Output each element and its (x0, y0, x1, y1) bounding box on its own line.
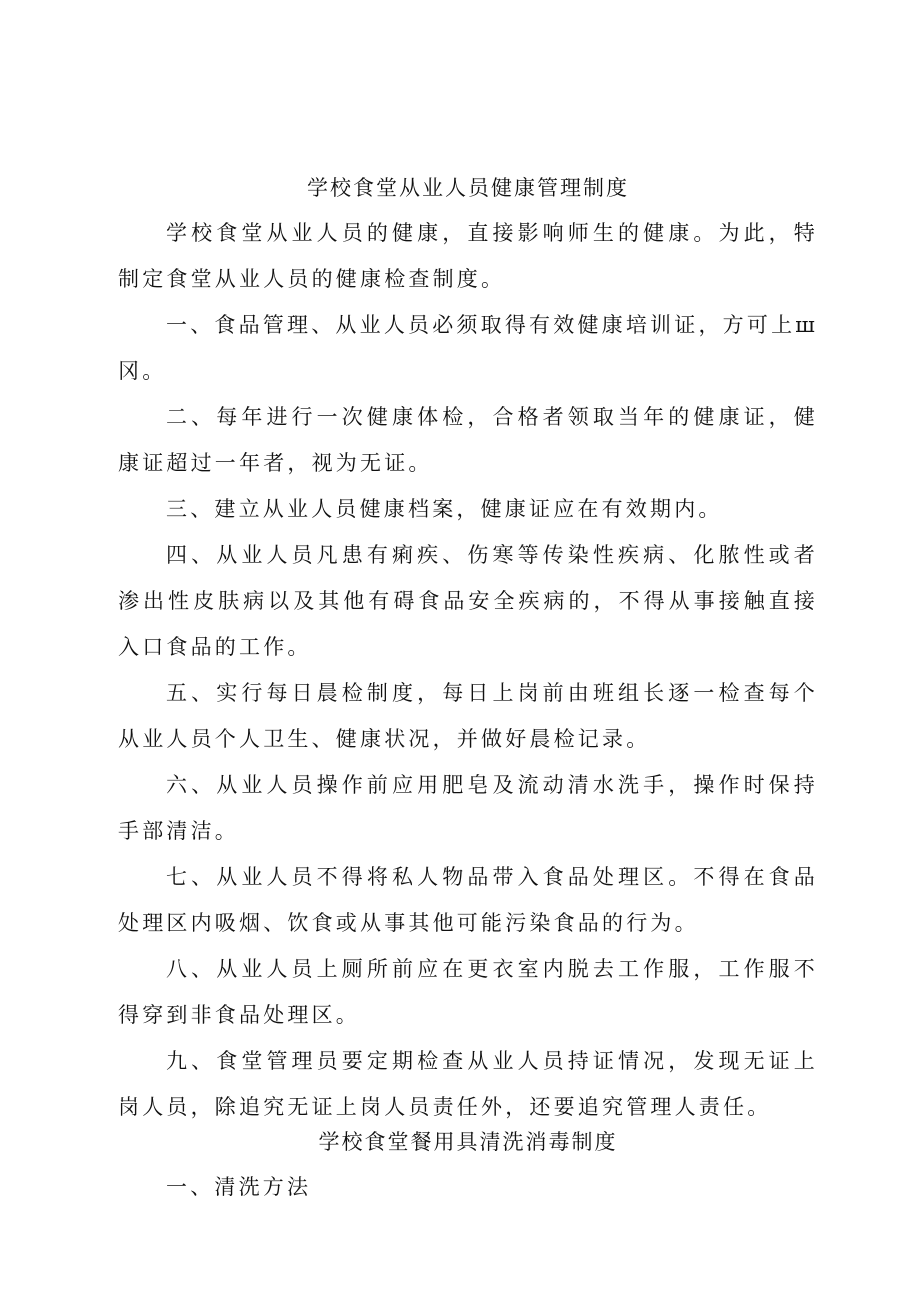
paragraph-item-3: 三、建立从业人员健康档案，健康证应在有效期内。 (166, 497, 723, 521)
document-title-utensil-cleaning: 学校食堂餐用具清洗消毒制度 (318, 1130, 618, 1154)
paragraph-item-1: 一、食品管理、从业人员必须取得有效健康培训证，方可上ш冈。 (118, 313, 818, 383)
document-title-health-management: 学校食堂从业人员健康管理制度 (307, 176, 629, 200)
paragraph-item-9: 九、食堂管理员要定期检查从业人员持证情况，发现无证上岗人员，除追究无证上岗人员责任外，还要追究管理人责任。 (118, 1049, 818, 1119)
paragraph-item-6: 六、从业人员操作前应用肥皂及流动清水洗手，操作时保持手部清洁。 (118, 773, 818, 843)
paragraph-item-7: 七、从业人员不得将私人物品带入食品处理区。不得在食品处理区内吸烟、饮食或从事其他可能污染食品的行为。 (118, 865, 818, 935)
paragraph-item-2: 二、每年进行一次健康体检，合格者领取当年的健康证，健康证超过一年者，视为无证。 (118, 405, 818, 475)
paragraph-item-8: 八、从业人员上厕所前应在更衣室内脱去工作服，工作服不得穿到非食品处理区。 (118, 957, 818, 1027)
document-body (118, 170, 818, 1210)
paragraph-item-5: 五、实行每日晨检制度，每日上岗前由班组长逐一检查每个从业人员个人卫生、健康状况，并做好晨检记录。 (118, 681, 818, 751)
paragraph-cleaning-method: 一、清洗方法 (166, 1175, 312, 1199)
paragraph-intro: 学校食堂从业人员的健康，直接影响师生的健康。为此，特制定食堂从业人员的健康检查制度。 (118, 221, 818, 291)
paragraph-item-4: 四、从业人员凡患有痢疾、伤寒等传染性疾病、化脓性或者渗出性皮肤病以及其他有碍食品安全疾病的，不得从事接触直接入口食品的工作。 (118, 543, 818, 659)
